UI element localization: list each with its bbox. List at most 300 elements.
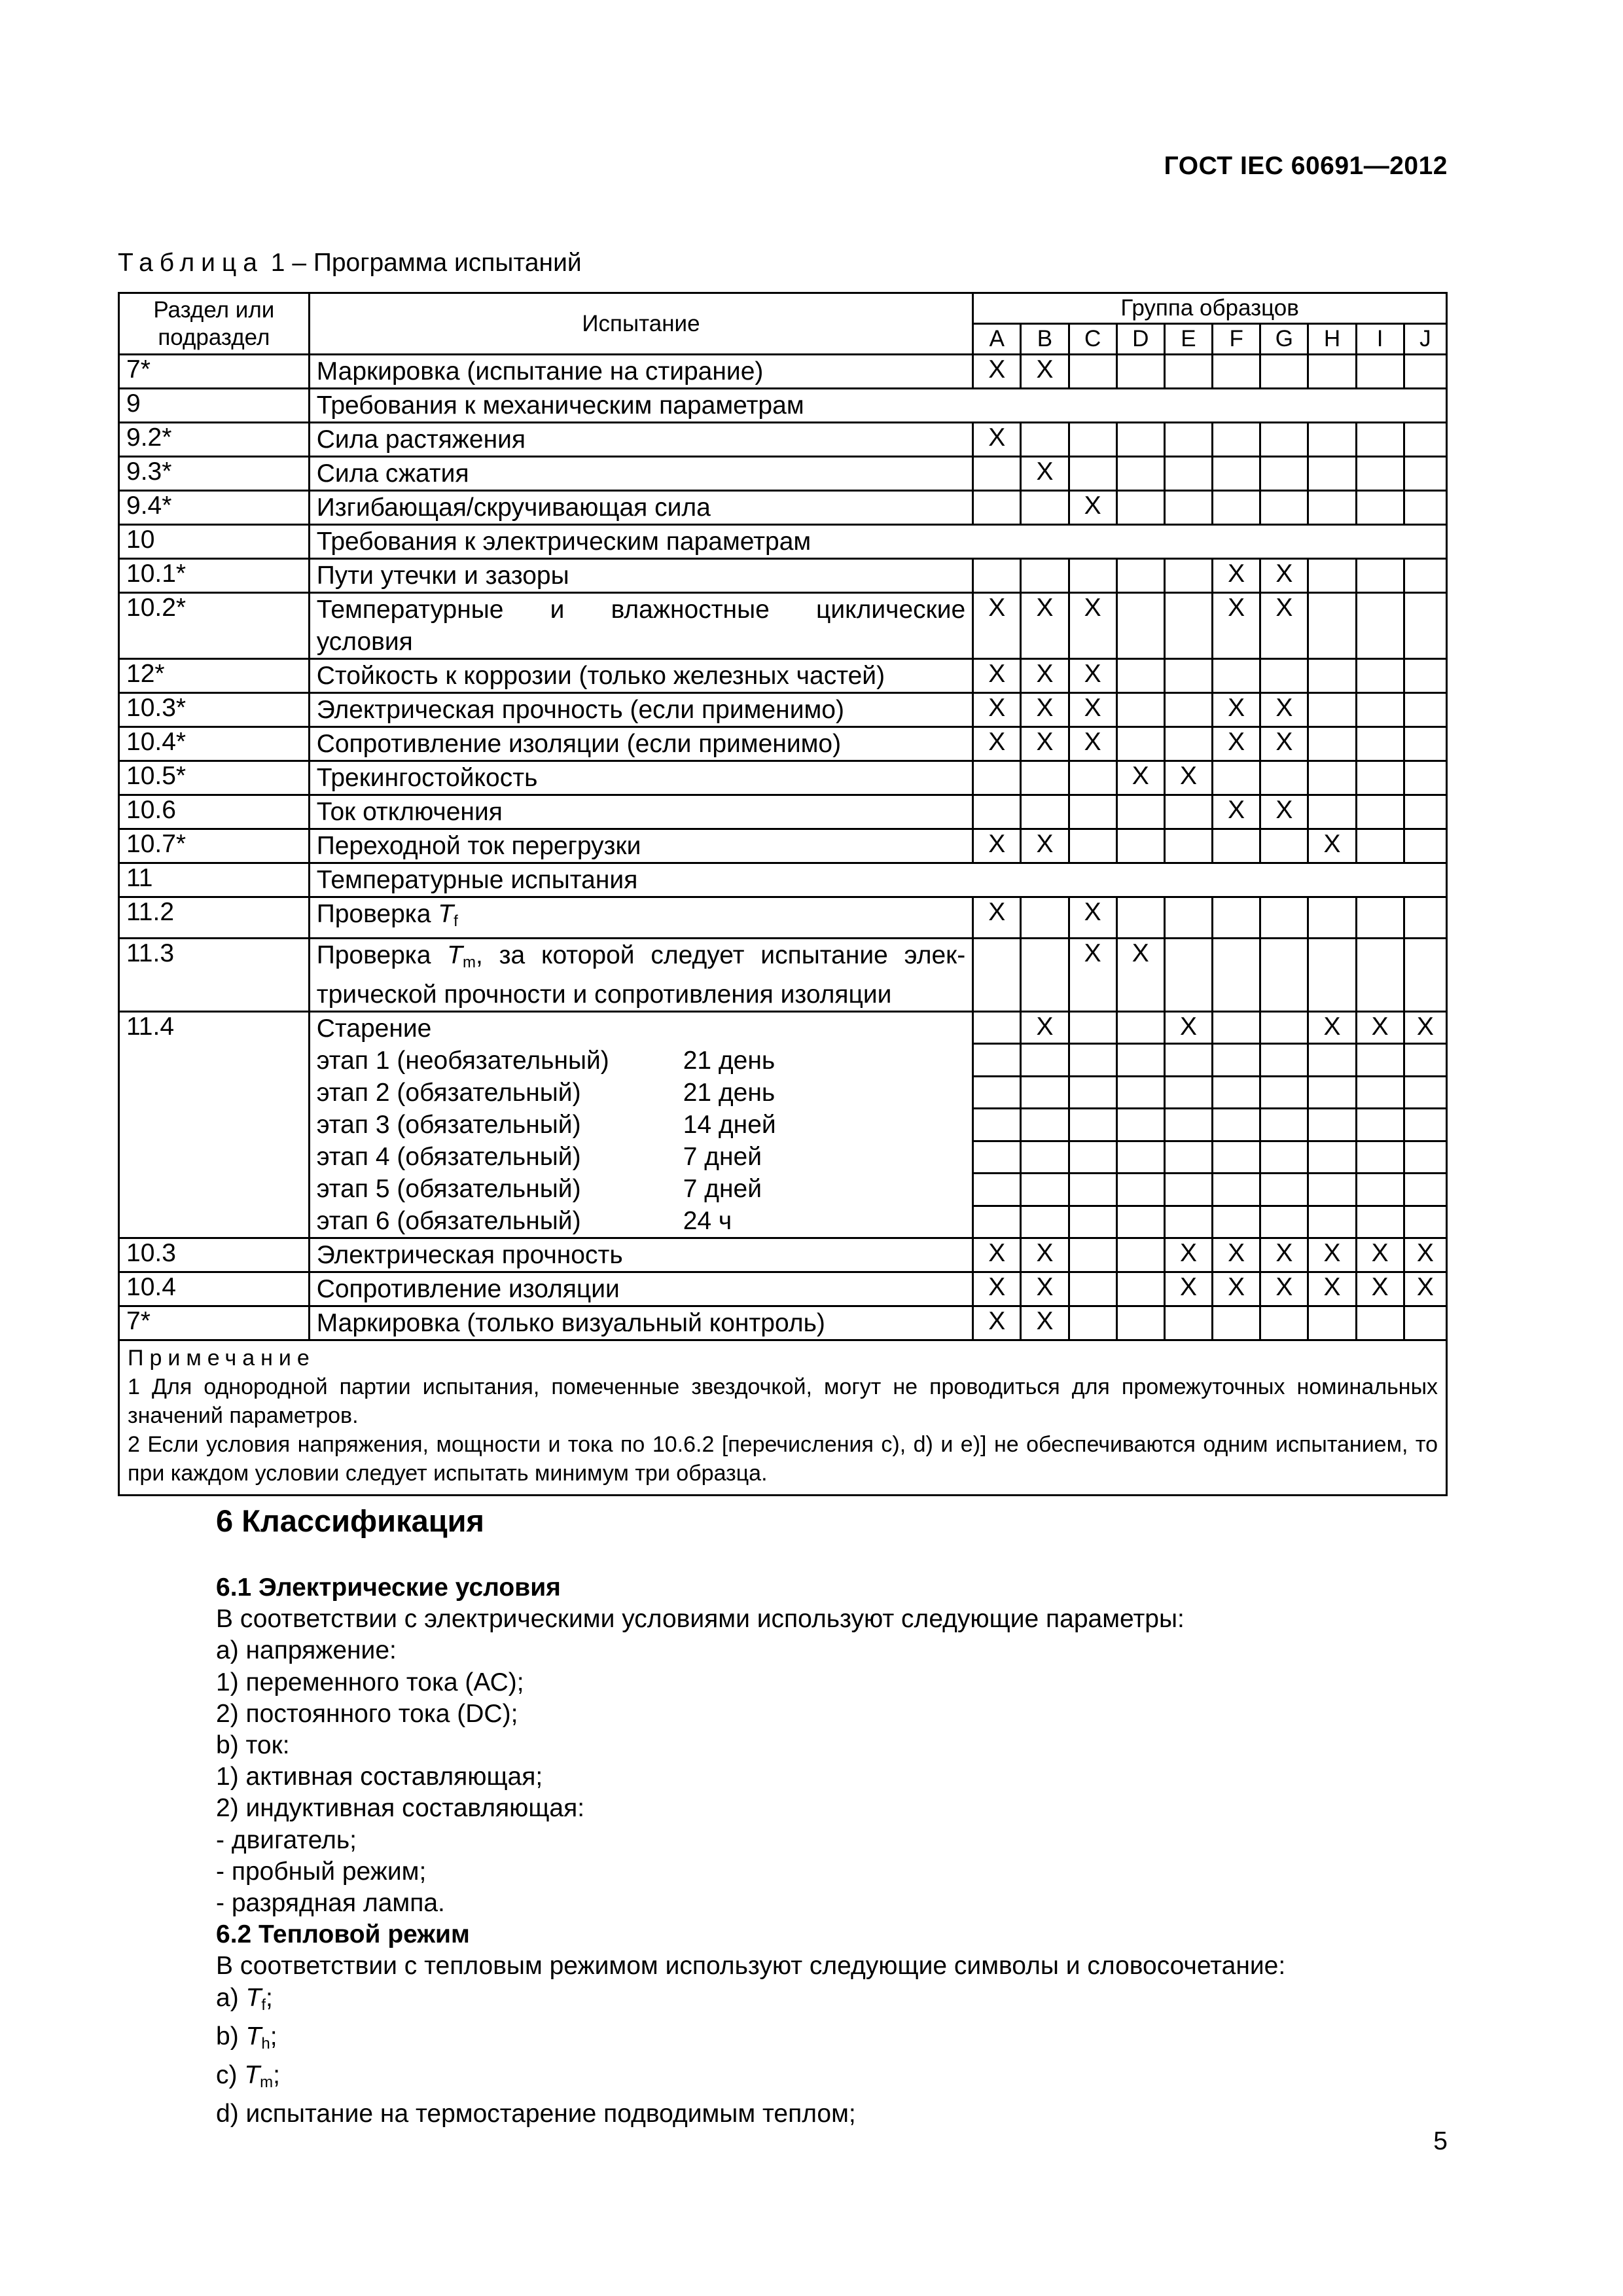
test-name-line: [317, 939, 966, 978]
table-row: [119, 693, 1447, 727]
mark-cell-j: [1404, 727, 1446, 761]
table-caption: [118, 249, 582, 278]
list-line: 1) активная составляющая;: [216, 1763, 543, 1791]
subsection-6-1-title: 6.1 Электрические условия: [216, 1573, 561, 1602]
note-item-1: 1 Для однородной партии испытания, помеченные звездочкой, могут не проводиться для промежуточных номинальных значений параметров.: [128, 1374, 1438, 1428]
mark-cell-e: [1164, 423, 1212, 457]
mark-cell-e: [1164, 1141, 1212, 1173]
symbol-list: [216, 1982, 1453, 2099]
mark-cell-h: [1308, 593, 1356, 659]
mark-cell-f: [1213, 1012, 1260, 1044]
mark-cell-c: [1069, 761, 1116, 795]
mark-cell-a: X: [973, 727, 1021, 761]
temperature-symbol: T: [245, 1983, 262, 2012]
mark-cell-b: X: [1021, 593, 1069, 659]
aging-stage-duration: 7 дней: [683, 1175, 762, 1203]
mark-cell-a: [973, 761, 1021, 795]
mark-cell-j: [1404, 355, 1446, 389]
section-number: 10.4: [119, 1272, 310, 1306]
table-row: [119, 939, 1447, 1012]
mark-cell-b: X: [1021, 355, 1069, 389]
mark-cell-c: [1069, 1272, 1116, 1306]
table-row: [119, 1238, 1447, 1272]
group-letter-b: B: [1021, 324, 1069, 355]
table-note: [119, 1340, 1447, 1496]
test-name-line: Температурные и влажностные циклические: [316, 596, 966, 624]
table-caption-number: 1: [270, 249, 285, 277]
header-section: Раздел или подраздел: [119, 293, 310, 355]
mark-cell-b: [1021, 1141, 1069, 1173]
mark-cell-b: [1021, 1109, 1069, 1141]
mark-cell-a: X: [973, 693, 1021, 727]
mark-cell-f: X: [1213, 727, 1260, 761]
mark-cell-a: X: [973, 593, 1021, 659]
mark-cell-a: X: [973, 423, 1021, 457]
list-line: 1) переменного тока (АС);: [216, 1668, 524, 1696]
mark-cell-e: X: [1164, 1238, 1212, 1272]
section-number: 10.7*: [119, 829, 310, 863]
mark-cell-e: [1164, 1206, 1212, 1238]
mark-cell-c: [1069, 1076, 1116, 1108]
group-letter-g: G: [1260, 324, 1308, 355]
mark-cell-e: [1164, 1044, 1212, 1076]
mark-cell-b: X: [1021, 693, 1069, 727]
mark-cell-e: [1164, 355, 1212, 389]
mark-cell-e: [1164, 939, 1212, 1012]
mark-cell-j: X: [1404, 1238, 1446, 1272]
mark-cell-h: [1308, 1109, 1356, 1141]
mark-cell-c: X: [1069, 897, 1116, 939]
mark-cell-i: [1356, 355, 1404, 389]
mark-cell-e: [1164, 897, 1212, 939]
mark-cell-f: [1213, 939, 1260, 1012]
test-name-prefix: Проверка $T_f$: [316, 900, 458, 930]
mark-cell-h: [1308, 693, 1356, 727]
test-name: Изгибающая/скручивающая сила: [309, 491, 973, 525]
mark-cell-g: [1260, 1109, 1308, 1141]
mark-cell-g: X: [1260, 795, 1308, 829]
group-letter-c: C: [1069, 324, 1116, 355]
mark-cell-f: [1213, 1174, 1260, 1206]
temperature-symbol: T: [447, 941, 463, 969]
table-caption-text: – Программа испытаний: [292, 249, 582, 277]
mark-cell-f: [1213, 761, 1260, 795]
mark-cell-c: X: [1069, 727, 1116, 761]
mark-cell-i: [1356, 727, 1404, 761]
mark-cell-i: [1356, 423, 1404, 457]
mark-cell-b: X: [1021, 829, 1069, 863]
mark-cell-f: [1213, 1141, 1260, 1173]
mark-cell-j: [1404, 1141, 1446, 1173]
header-sample-group: Группа образцов: [973, 293, 1447, 324]
list-line: - двигатель;: [216, 1825, 357, 1854]
section-number: 10.2*: [119, 593, 310, 659]
mark-cell-c: X: [1069, 693, 1116, 727]
test-name: [309, 939, 973, 1012]
mark-cell-e: [1164, 1306, 1212, 1340]
mark-cell-d: [1116, 1044, 1164, 1076]
test-name: Ток отключения: [309, 795, 973, 829]
mark-cell-a: [973, 1206, 1021, 1238]
mark-cell-h: [1308, 423, 1356, 457]
mark-cell-b: [1021, 761, 1069, 795]
mark-cell-e: [1164, 1109, 1212, 1141]
test-name: Маркировка (только визуальный контроль): [309, 1306, 973, 1340]
aging-stage: [317, 1109, 966, 1141]
mark-cell-h: [1308, 1044, 1356, 1076]
table-row: [119, 525, 1447, 559]
test-name: Требования к механическим параметрам: [309, 389, 1446, 423]
mark-cell-d: [1116, 1238, 1164, 1272]
section-number: 9.4*: [119, 491, 310, 525]
mark-cell-f: X: [1213, 795, 1260, 829]
mark-cell-b: X: [1021, 1272, 1069, 1306]
mark-cell-a: X: [973, 829, 1021, 863]
section-number: 9.2*: [119, 423, 310, 457]
mark-cell-i: [1356, 939, 1404, 1012]
section-number: 12*: [119, 659, 310, 693]
section-number: 11.2: [119, 897, 310, 939]
mark-cell-j: [1404, 939, 1446, 1012]
group-letter-f: F: [1213, 324, 1260, 355]
mark-cell-a: X: [973, 659, 1021, 693]
test-name: [309, 593, 973, 659]
note-item-2: 2 Если условия напряжения, мощности и тока по 10.6.2 [перечисления с), d) и е)] не обеспечиваются одним испытанием, то при каждом условии следует испытать минимум три образца.: [128, 1432, 1438, 1486]
test-name: Стойкость к коррозии (только железных частей): [309, 659, 973, 693]
list-line: - пробный режим;: [216, 1857, 427, 1886]
mark-cell-g: [1260, 1012, 1308, 1044]
aging-stage: [317, 1045, 966, 1077]
mark-cell-b: X: [1021, 659, 1069, 693]
mark-cell-d: [1116, 693, 1164, 727]
mark-cell-g: [1260, 897, 1308, 939]
mark-cell-d: [1116, 829, 1164, 863]
section-number: 10.1*: [119, 559, 310, 593]
mark-cell-g: [1260, 1044, 1308, 1076]
mark-cell-a: [973, 457, 1021, 491]
mark-cell-j: [1404, 593, 1446, 659]
list-line: - разрядная лампа.: [216, 1889, 445, 1918]
mark-cell-f: X: [1213, 1238, 1260, 1272]
mark-cell-g: [1260, 659, 1308, 693]
mark-cell-i: [1356, 761, 1404, 795]
mark-cell-a: [973, 1174, 1021, 1206]
group-letter-d: D: [1116, 324, 1164, 355]
test-name: Трекингостойкость: [309, 761, 973, 795]
mark-cell-d: [1116, 457, 1164, 491]
mark-cell-c: [1069, 1306, 1116, 1340]
table-row: [119, 457, 1447, 491]
mark-cell-j: [1404, 693, 1446, 727]
mark-cell-f: [1213, 829, 1260, 863]
mark-cell-b: [1021, 1044, 1069, 1076]
group-letter-i: I: [1356, 324, 1404, 355]
mark-cell-j: [1404, 897, 1446, 939]
mark-cell-g: X: [1260, 727, 1308, 761]
mark-cell-b: X: [1021, 457, 1069, 491]
section-number: 10.3: [119, 1238, 310, 1272]
mark-cell-g: [1260, 491, 1308, 525]
mark-cell-c: [1069, 1174, 1116, 1206]
mark-cell-f: [1213, 1076, 1260, 1108]
mark-cell-d: [1116, 897, 1164, 939]
mark-cell-b: [1021, 795, 1069, 829]
mark-cell-f: [1213, 491, 1260, 525]
mark-cell-j: [1404, 1076, 1446, 1108]
mark-cell-e: [1164, 829, 1212, 863]
mark-cell-e: X: [1164, 1012, 1212, 1044]
mark-cell-j: [1404, 423, 1446, 457]
mark-cell-g: [1260, 1076, 1308, 1108]
mark-cell-g: X: [1260, 593, 1308, 659]
subsection-6-1-lines: [216, 1604, 1453, 1919]
table-row: [119, 795, 1447, 829]
section-number: 10: [119, 525, 310, 559]
mark-cell-a: [973, 939, 1021, 1012]
mark-cell-g: [1260, 1206, 1308, 1238]
test-name: Сопротивление изоляции (если применимо): [309, 727, 973, 761]
mark-cell-b: [1021, 491, 1069, 525]
table-row: [119, 863, 1447, 897]
mark-cell-h: [1308, 457, 1356, 491]
list-line: 2) постоянного тока (DC);: [216, 1699, 518, 1728]
mark-cell-d: X: [1116, 761, 1164, 795]
mark-cell-c: [1069, 457, 1116, 491]
mark-cell-b: X: [1021, 1012, 1069, 1044]
mark-cell-c: [1069, 1012, 1116, 1044]
temperature-symbol: T: [244, 2061, 260, 2090]
mark-cell-b: X: [1021, 727, 1069, 761]
aging-stage: [317, 1173, 966, 1205]
aging-stage-name: этап 4 (обязательный): [316, 1143, 581, 1171]
table-note-row: [119, 1340, 1447, 1496]
mark-cell-c: [1069, 829, 1116, 863]
table-row: [119, 897, 1447, 939]
aging-stage-name: этап 6 (обязательный): [316, 1207, 581, 1235]
list-line: 2) индуктивная составляющая:: [216, 1794, 585, 1823]
mark-cell-b: X: [1021, 1306, 1069, 1340]
table-row: [119, 355, 1447, 389]
temperature-subscript: f: [454, 912, 458, 930]
mark-cell-g: X: [1260, 559, 1308, 593]
mark-cell-h: [1308, 1306, 1356, 1340]
mark-cell-e: X: [1164, 761, 1212, 795]
mark-cell-i: [1356, 1174, 1404, 1206]
aging-stage: [317, 1141, 966, 1173]
section-number: 7*: [119, 355, 310, 389]
mark-cell-g: [1260, 761, 1308, 795]
table-row: [119, 491, 1447, 525]
mark-cell-i: X: [1356, 1012, 1404, 1044]
temperature-subscript: m: [260, 2073, 274, 2092]
mark-cell-f: X: [1213, 593, 1260, 659]
mark-cell-b: [1021, 897, 1069, 939]
subsection-6-2-intro: В соответствии с тепловым режимом используют следующие символы и словосочетание:: [216, 1952, 1286, 1981]
section-number: 7*: [119, 1306, 310, 1340]
test-name: Температурные испытания: [309, 863, 1446, 897]
mark-cell-h: [1308, 1076, 1356, 1108]
mark-cell-c: [1069, 1044, 1116, 1076]
test-name: [309, 897, 973, 939]
table-row: [119, 423, 1447, 457]
mark-cell-j: [1404, 829, 1446, 863]
document-id: ГОСТ IEC 60691—2012: [1164, 152, 1448, 180]
table-row: [119, 1272, 1447, 1306]
test-name: Маркировка (испытание на стирание): [309, 355, 973, 389]
test-name-line: условия: [316, 628, 413, 656]
mark-cell-h: X: [1308, 1238, 1356, 1272]
mark-cell-i: [1356, 457, 1404, 491]
mark-cell-a: [973, 1109, 1021, 1141]
aging-stage-duration: 21 день: [683, 1079, 776, 1107]
subsection-6-2-title: 6.2 Тепловой режим: [216, 1920, 470, 1949]
mark-cell-f: X: [1213, 693, 1260, 727]
mark-cell-c: [1069, 1109, 1116, 1141]
table-caption-word: Таблица: [118, 249, 264, 277]
test-name: Сила растяжения: [309, 423, 973, 457]
mark-cell-a: [973, 491, 1021, 525]
mark-cell-g: [1260, 1141, 1308, 1173]
aging-stage-duration: 7 дней: [683, 1143, 762, 1171]
mark-cell-a: X: [973, 355, 1021, 389]
mark-cell-f: [1213, 1206, 1260, 1238]
section-number: 11.3: [119, 939, 310, 1012]
mark-cell-i: [1356, 1141, 1404, 1173]
mark-cell-b: [1021, 559, 1069, 593]
section-number: 10.5*: [119, 761, 310, 795]
mark-cell-e: [1164, 491, 1212, 525]
mark-cell-c: X: [1069, 659, 1116, 693]
table-row: [119, 829, 1447, 863]
aging-stage-name: этап 3 (обязательный): [316, 1111, 581, 1139]
mark-cell-d: X: [1116, 939, 1164, 1012]
mark-cell-j: X: [1404, 1012, 1446, 1044]
mark-cell-h: [1308, 1141, 1356, 1173]
section-6-body: [216, 1572, 1453, 2130]
mark-cell-a: X: [973, 1238, 1021, 1272]
mark-cell-g: X: [1260, 693, 1308, 727]
mark-cell-i: [1356, 593, 1404, 659]
note-title: Примечание: [128, 1346, 315, 1371]
mark-cell-d: [1116, 1306, 1164, 1340]
mark-cell-b: [1021, 1076, 1069, 1108]
test-name: Электрическая прочность (если применимо): [309, 693, 973, 727]
mark-cell-b: [1021, 939, 1069, 1012]
mark-cell-d: [1116, 355, 1164, 389]
mark-cell-i: [1356, 659, 1404, 693]
test-name-aging: [309, 1012, 973, 1238]
group-letter-e: E: [1164, 324, 1212, 355]
mark-cell-h: [1308, 795, 1356, 829]
symbol-item: b) $T_h$;: [216, 2022, 277, 2053]
mark-cell-d: [1116, 659, 1164, 693]
mark-cell-d: [1116, 593, 1164, 659]
mark-cell-a: [973, 559, 1021, 593]
mark-cell-g: [1260, 355, 1308, 389]
aging-stage-name: этап 1 (необязательный): [316, 1047, 609, 1075]
mark-cell-i: X: [1356, 1238, 1404, 1272]
mark-cell-d: [1116, 795, 1164, 829]
mark-cell-d: [1116, 1109, 1164, 1141]
mark-cell-h: X: [1308, 1272, 1356, 1306]
header-test: Испытание: [309, 293, 973, 355]
aging-stage-duration: 24 ч: [683, 1207, 732, 1235]
mark-cell-a: X: [973, 897, 1021, 939]
aging-stage-name: этап 2 (обязательный): [316, 1079, 581, 1107]
mark-cell-j: [1404, 1306, 1446, 1340]
mark-cell-h: [1308, 1206, 1356, 1238]
symbol-item: c) $T_m$;: [216, 2061, 280, 2092]
mark-cell-h: X: [1308, 829, 1356, 863]
mark-cell-h: X: [1308, 1012, 1356, 1044]
mark-cell-h: [1308, 559, 1356, 593]
mark-cell-f: X: [1213, 559, 1260, 593]
test-name: Переходной ток перегрузки: [309, 829, 973, 863]
section-number: 10.3*: [119, 693, 310, 727]
test-name: Пути утечки и зазоры: [309, 559, 973, 593]
test-name: Электрическая прочность: [309, 1238, 973, 1272]
temperature-symbol: T: [438, 900, 454, 928]
mark-cell-j: [1404, 1109, 1446, 1141]
test-name: Сопротивление изоляции: [309, 1272, 973, 1306]
mark-cell-e: [1164, 559, 1212, 593]
mark-cell-i: [1356, 1306, 1404, 1340]
aging-stage-name: этап 5 (обязательный): [316, 1175, 581, 1203]
test-name-prefix: Проверка $T_m$, за которой следует испытание элек-: [316, 941, 966, 971]
mark-cell-j: [1404, 559, 1446, 593]
mark-cell-h: [1308, 761, 1356, 795]
mark-cell-b: [1021, 1174, 1069, 1206]
mark-cell-g: [1260, 1174, 1308, 1206]
mark-cell-d: [1116, 1174, 1164, 1206]
mark-cell-i: [1356, 559, 1404, 593]
mark-cell-c: X: [1069, 939, 1116, 1012]
mark-cell-j: [1404, 1044, 1446, 1076]
section-number: 10.4*: [119, 727, 310, 761]
mark-cell-b: [1021, 423, 1069, 457]
mark-cell-j: [1404, 659, 1446, 693]
mark-cell-f: [1213, 355, 1260, 389]
mark-cell-f: X: [1213, 1272, 1260, 1306]
mark-cell-i: [1356, 897, 1404, 939]
mark-cell-e: [1164, 457, 1212, 491]
aging-stage: [317, 1077, 966, 1109]
mark-cell-c: [1069, 1238, 1116, 1272]
mark-cell-i: [1356, 829, 1404, 863]
mark-cell-g: [1260, 1306, 1308, 1340]
mark-cell-e: [1164, 659, 1212, 693]
mark-cell-j: [1404, 1174, 1446, 1206]
temperature-subscript: m: [463, 954, 476, 971]
mark-cell-i: [1356, 1044, 1404, 1076]
mark-cell-j: [1404, 491, 1446, 525]
mark-cell-c: [1069, 795, 1116, 829]
list-line: В соответствии с электрическими условиями используют следующие параметры:: [216, 1605, 1185, 1634]
mark-cell-g: [1260, 939, 1308, 1012]
mark-cell-f: [1213, 1109, 1260, 1141]
temperature-symbol: T: [245, 2022, 262, 2051]
mark-cell-c: X: [1069, 491, 1116, 525]
mark-cell-i: [1356, 693, 1404, 727]
mark-cell-d: [1116, 727, 1164, 761]
table-row: [119, 727, 1447, 761]
mark-cell-c: X: [1069, 593, 1116, 659]
mark-cell-e: [1164, 1174, 1212, 1206]
table-row-aging: [119, 1012, 1447, 1044]
table-row: [119, 659, 1447, 693]
section-6-title: 6 Классификация: [216, 1503, 484, 1538]
section-number: 10.6: [119, 795, 310, 829]
